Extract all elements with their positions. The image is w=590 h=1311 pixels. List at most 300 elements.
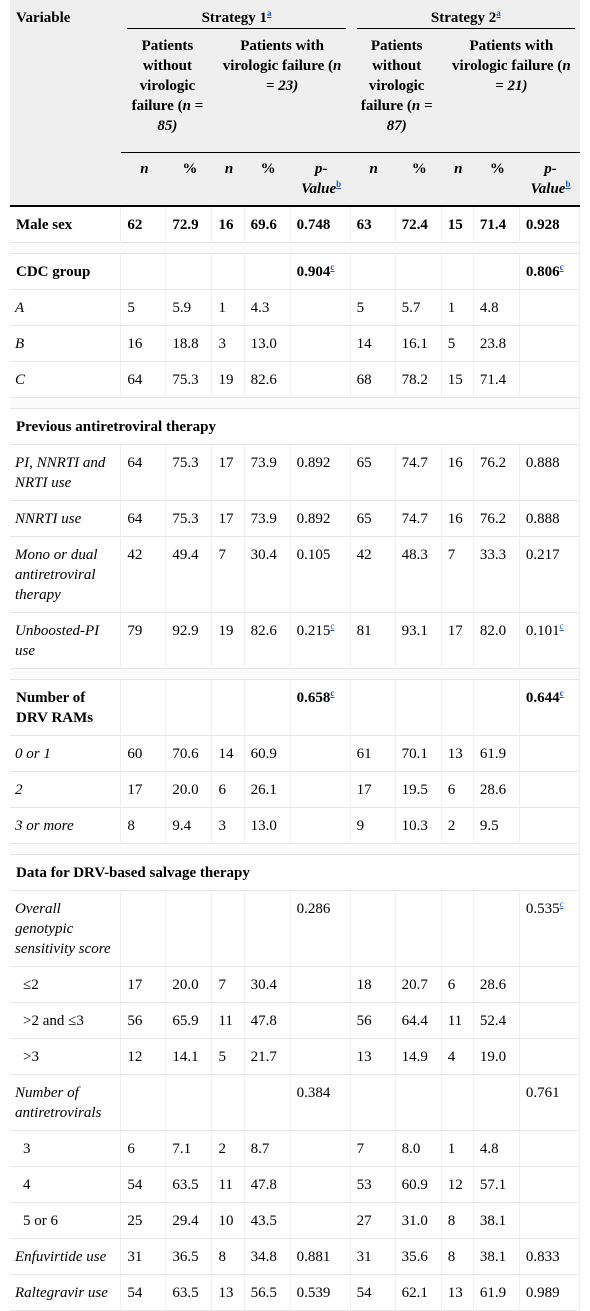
cell-s2-pv: 0.644$^c$ [520,680,580,736]
col-pct: % [396,153,442,207]
table-row [10,207,580,243]
cell-s2b-p: 82.0 [474,613,520,669]
table-row [10,362,580,398]
cell-s1a-p [166,891,212,967]
cell-s1b-n [212,254,244,290]
cell-s2-pv [520,1167,580,1203]
row-label: CDC group [10,254,121,290]
table-row [10,537,580,613]
cell-s1b-n: 17 [212,445,244,501]
cell-s2-pv [520,362,580,398]
row-label: 0 or 1 [10,736,121,772]
pvalue-footnote-link[interactable]: c [330,688,335,698]
cell-s1a-n [121,1075,166,1131]
cell-s1b-p: 56.5 [245,1275,291,1311]
cell-s2b-p: 38.1 [474,1239,520,1275]
cell-s2b-n [442,254,474,290]
cell-s2-pv [520,1039,580,1075]
cell-s2b-p: 61.9 [474,1275,520,1311]
cell-s2b-p [474,891,520,967]
col-pvalue: p-Value$^b$ [291,153,351,207]
cell-s1a-n: 64 [121,362,166,398]
cell-s1a-n: 25 [121,1203,166,1239]
s1-with-vf-header: Patients with virologic failure (n = 23) [212,30,350,153]
cell-s1b-n: 6 [212,772,244,808]
cell-s1a-p: 75.3 [166,362,212,398]
cell-s1a-p: 70.6 [166,736,212,772]
cell-s1b-n [212,891,244,967]
cell-s2a-p: 62.1 [396,1275,442,1311]
cell-s1a-p: 18.8 [166,326,212,362]
spacer-cell [10,669,580,680]
row-label: PI, NNRTI and NRTI use [10,445,121,501]
cell-s2a-n: 7 [351,1131,396,1167]
cell-s2a-n: 56 [351,1003,396,1039]
cell-s2-pv [520,290,580,326]
cell-s2a-n [351,1075,396,1131]
cell-s2b-p: 23.8 [474,326,520,362]
cell-s2a-p: 93.1 [396,613,442,669]
cell-s1-pv [291,736,351,772]
cell-s2a-p [396,891,442,967]
cell-s2-pv [520,736,580,772]
spacer-row [10,398,580,409]
cell-s2a-n: 42 [351,537,396,613]
cell-s2a-n: 54 [351,1275,396,1311]
cell-s1a-n: 42 [121,537,166,613]
cell-s2-pv: 0.989 [520,1275,580,1311]
cell-s2b-n: 13 [442,736,474,772]
cell-s2b-n: 8 [442,1203,474,1239]
cell-s2-pv: 0.761 [520,1075,580,1131]
cell-s1b-p [245,254,291,290]
cell-s2a-n: 14 [351,326,396,362]
cell-s1a-n: 31 [121,1239,166,1275]
cell-s1a-p: 9.4 [166,808,212,844]
cell-s1b-n: 14 [212,736,244,772]
cell-s2-pv [520,967,580,1003]
cell-s2b-p: 71.4 [474,362,520,398]
cell-s2a-n: 65 [351,445,396,501]
cell-s1-pv [291,808,351,844]
cell-s2b-n: 6 [442,967,474,1003]
col-n: n [351,153,396,207]
cell-s1b-p: 30.4 [245,967,291,1003]
cell-s1b-p: 73.9 [245,501,291,537]
cell-s2-pv: 0.217 [520,537,580,613]
table-row [10,772,580,808]
cell-s1b-n: 19 [212,362,244,398]
cell-s1b-p [245,1075,291,1131]
strategy1-note-link[interactable]: a [266,8,272,18]
cell-s2-pv: 0.806$^c$ [520,254,580,290]
cell-s2b-p: 28.6 [474,967,520,1003]
cell-s2b-n: 2 [442,808,474,844]
cell-s2a-p: 35.6 [396,1239,442,1275]
spacer-row [10,669,580,680]
cell-s2a-n: 5 [351,290,396,326]
cell-s1a-p: 75.3 [166,445,212,501]
cell-s1a-p: 7.1 [166,1131,212,1167]
cell-s2b-n: 11 [442,1003,474,1039]
cell-s2-pv: 0.928 [520,207,580,243]
col-n: n [442,153,474,207]
row-label: Raltegravir use [10,1275,121,1311]
table-row [10,1003,580,1039]
cell-s2a-p [396,254,442,290]
cell-s1-pv [291,326,351,362]
variable-header [10,0,121,207]
table-row [10,326,580,362]
cell-s1b-p: 47.8 [245,1003,291,1039]
cell-s2a-n: 65 [351,501,396,537]
cell-s2b-p: 4.8 [474,290,520,326]
cell-s1a-p: 63.5 [166,1275,212,1311]
row-label: 3 or more [10,808,121,844]
cell-s2a-n [351,891,396,967]
table-row [10,1203,580,1239]
pvalue-note-link[interactable]: b [336,179,342,189]
cell-s2b-p: 57.1 [474,1167,520,1203]
row-label: Number of DRV RAMs [10,680,121,736]
cell-s2-pv: 0.833 [520,1239,580,1275]
cell-s1a-n: 79 [121,613,166,669]
cell-s1a-p: 75.3 [166,501,212,537]
s1-without-vf-header: Patients without virologic failure (n = 85) [121,30,212,153]
cell-s2a-p: 16.1 [396,326,442,362]
spacer-cell [10,398,580,409]
cell-s1a-p: 65.9 [166,1003,212,1039]
cell-s1a-p: 92.9 [166,613,212,669]
cell-s1b-n: 5 [212,1039,244,1075]
cell-s2a-n: 13 [351,1039,396,1075]
row-label: >2 and ≤3 [10,1003,121,1039]
cell-s2a-n: 53 [351,1167,396,1203]
cell-s1-pv [291,967,351,1003]
cell-s1a-p [166,254,212,290]
cell-s1-pv [291,772,351,808]
cell-s1b-p: 47.8 [245,1167,291,1203]
row-label: 2 [10,772,121,808]
cell-s2a-p: 64.4 [396,1003,442,1039]
cell-s2b-n [442,1075,474,1131]
strategy2-header [351,0,580,30]
cell-s2b-n: 6 [442,772,474,808]
cell-s2b-n: 16 [442,445,474,501]
cell-s2a-n: 31 [351,1239,396,1275]
table-container [10,0,580,1311]
cell-s2-pv [520,1003,580,1039]
cell-s1a-p [166,680,212,736]
cell-s1b-p: 13.0 [245,808,291,844]
strategy1-label: Strategy 1 [201,10,267,26]
table-row [10,967,580,1003]
col-n: n [212,153,244,207]
cell-s2-pv: 0.888 [520,445,580,501]
cell-s2a-p [396,1075,442,1131]
cell-s2b-n: 12 [442,1167,474,1203]
cell-s1a-n: 6 [121,1131,166,1167]
cell-s2-pv [520,808,580,844]
s2-with-vf-header: Patients with virologic failure (n = 21) [442,30,580,153]
cell-s1b-p: 69.6 [245,207,291,243]
pvalue-footnote-link[interactable]: c [559,688,564,698]
table-row [10,808,580,844]
cell-s2a-n [351,254,396,290]
strategy2-label: Strategy 2 [430,10,497,26]
cell-s1-pv: 0.881 [291,1239,351,1275]
cell-s1b-n: 3 [212,808,244,844]
cell-s1b-n: 8 [212,1239,244,1275]
table-row [10,290,580,326]
table-body [10,207,580,1311]
cell-s2-pv: 0.888 [520,501,580,537]
cell-s2a-p: 14.9 [396,1039,442,1075]
section-row [10,409,580,445]
row-label: Mono or dual antiretroviral therapy [10,537,121,613]
cell-s2b-n: 5 [442,326,474,362]
cell-s1b-p: 73.9 [245,445,291,501]
cell-s2a-p: 48.3 [396,537,442,613]
cell-s2b-n: 1 [442,290,474,326]
table-header [10,0,580,207]
cell-s1-pv: 0.904$^c$ [291,254,351,290]
cell-s1a-n: 12 [121,1039,166,1075]
row-label: C [10,362,121,398]
cell-s2b-n: 1 [442,1131,474,1167]
row-label: Overall genotypic sensitivity score [10,891,121,967]
cell-s1a-p: 29.4 [166,1203,212,1239]
cell-s1-pv [291,1131,351,1167]
cell-s1a-n: 16 [121,326,166,362]
cell-s2-pv [520,772,580,808]
cell-s1a-n: 8 [121,808,166,844]
cell-s1b-p: 13.0 [245,326,291,362]
cell-s2a-p: 20.7 [396,967,442,1003]
cell-s2a-n: 18 [351,967,396,1003]
cell-s1b-n: 13 [212,1275,244,1311]
cell-s1-pv: 0.539 [291,1275,351,1311]
col-n: n [121,153,166,207]
section-row [10,855,580,891]
cell-s1-pv [291,1003,351,1039]
cell-s2a-p: 31.0 [396,1203,442,1239]
cell-s1b-p: 21.7 [245,1039,291,1075]
row-label: 3 [10,1131,121,1167]
cell-s2b-n [442,680,474,736]
cell-s1b-n: 11 [212,1003,244,1039]
cell-s2b-p: 9.5 [474,808,520,844]
col-pct: % [245,153,291,207]
cell-s2a-n: 61 [351,736,396,772]
cell-s1a-p: 5.9 [166,290,212,326]
cell-s1-pv [291,290,351,326]
row-label: Number of antiretrovirals [10,1075,121,1131]
cell-s2-pv: 0.535$^c$ [520,891,580,967]
cell-s1b-n: 16 [212,207,244,243]
cell-s1-pv: 0.658$^c$ [291,680,351,736]
cell-s1b-n: 11 [212,1167,244,1203]
pvalue-footnote-link[interactable]: c [330,262,335,272]
cell-s1-pv: 0.748 [291,207,351,243]
cell-s1a-n: 64 [121,445,166,501]
cell-s2b-p [474,254,520,290]
cell-s2a-p: 5.7 [396,290,442,326]
cell-s1a-n: 60 [121,736,166,772]
row-label: ≤2 [10,967,121,1003]
cell-s1b-n: 2 [212,1131,244,1167]
cell-s2a-p: 8.0 [396,1131,442,1167]
row-label: NNRTI use [10,501,121,537]
cell-s2a-n: 17 [351,772,396,808]
cell-s1a-p: 14.1 [166,1039,212,1075]
table-row [10,1039,580,1075]
cell-s2b-n: 17 [442,613,474,669]
cell-s1a-n: 17 [121,772,166,808]
cell-s1b-p: 43.5 [245,1203,291,1239]
cell-s2b-p: 33.3 [474,537,520,613]
cell-s1b-p [245,680,291,736]
pvalue-footnote-link[interactable]: c [559,899,564,909]
cell-s2b-n [442,891,474,967]
cell-s1a-p: 72.9 [166,207,212,243]
cell-s2b-p [474,1075,520,1131]
row-label: 4 [10,1167,121,1203]
spacer-row [10,243,580,254]
cell-s1a-p: 20.0 [166,772,212,808]
variable-header-label: Variable [16,10,71,26]
col-pct: % [166,153,212,207]
table-row [10,1075,580,1131]
pvalue-footnote-link[interactable]: c [330,621,335,631]
table-row [10,891,580,967]
cell-s1-pv: 0.215$^c$ [291,613,351,669]
table-row [10,1239,580,1275]
cell-s1a-n: 17 [121,967,166,1003]
cell-s2a-n: 27 [351,1203,396,1239]
col-pvalue: p-Value$^b$ [520,153,580,207]
table-row [10,501,580,537]
spacer-cell [10,243,580,254]
row-label: Previous antiretroviral therapy [10,409,580,445]
s2-without-vf-header: Patients without virologic failure (n = 87) [351,30,442,153]
cell-s2b-p: 19.0 [474,1039,520,1075]
cell-s1b-n: 10 [212,1203,244,1239]
cell-s1b-n [212,680,244,736]
cell-s1a-n [121,680,166,736]
row-label: Enfuvirtide use [10,1239,121,1275]
table-row [10,613,580,669]
cell-s1b-n: 19 [212,613,244,669]
cell-s2b-p: 28.6 [474,772,520,808]
cell-s2-pv [520,1131,580,1167]
cell-s1b-p [245,891,291,967]
cell-s1b-p: 82.6 [245,613,291,669]
cell-s1-pv: 0.892 [291,501,351,537]
cell-s2b-p: 38.1 [474,1203,520,1239]
cell-s1a-n: 54 [121,1275,166,1311]
cell-s1b-n: 7 [212,967,244,1003]
cell-s2a-p: 74.7 [396,501,442,537]
cell-s1b-n: 3 [212,326,244,362]
spacer-row [10,844,580,855]
cell-s2b-p: 4.8 [474,1131,520,1167]
cell-s2b-p: 52.4 [474,1003,520,1039]
cell-s1a-n [121,254,166,290]
cell-s1a-p: 49.4 [166,537,212,613]
cell-s1a-p: 20.0 [166,967,212,1003]
cell-s1b-n [212,1075,244,1131]
cell-s1a-n [121,891,166,967]
cell-s2-pv: 0.101$^c$ [520,613,580,669]
cell-s1b-p: 82.6 [245,362,291,398]
table-row [10,1275,580,1311]
cell-s2b-p: 76.2 [474,445,520,501]
strategy1-header [121,0,350,30]
cell-s1a-p [166,1075,212,1131]
col-pct: % [474,153,520,207]
cell-s1-pv [291,1203,351,1239]
cell-s2b-n: 7 [442,537,474,613]
row-label: B [10,326,121,362]
cell-s1-pv: 0.286 [291,891,351,967]
cell-s1b-p: 34.8 [245,1239,291,1275]
strategy2-note-link[interactable]: a [496,8,501,18]
cell-s2-pv [520,1203,580,1239]
cell-s2a-n: 63 [351,207,396,243]
cell-s1a-p: 63.5 [166,1167,212,1203]
cell-s1a-n: 62 [121,207,166,243]
cell-s1b-n: 1 [212,290,244,326]
cell-s1a-n: 56 [121,1003,166,1039]
cell-s2b-n: 15 [442,207,474,243]
cell-s2b-p: 61.9 [474,736,520,772]
cell-s2-pv [520,326,580,362]
table-row [10,1167,580,1203]
cell-s2a-p: 70.1 [396,736,442,772]
cell-s1b-p: 4.3 [245,290,291,326]
cell-s2a-p: 72.4 [396,207,442,243]
row-label: Data for DRV-based salvage therapy [10,855,580,891]
pvalue-footnote-link[interactable]: c [559,262,564,272]
spacer-cell [10,844,580,855]
cell-s2a-p: 78.2 [396,362,442,398]
row-label: Male sex [10,207,121,243]
cell-s2a-p: 60.9 [396,1167,442,1203]
cell-s2a-p: 19.5 [396,772,442,808]
cell-s2b-n: 8 [442,1239,474,1275]
cell-s1a-p: 36.5 [166,1239,212,1275]
pvalue-note-link[interactable]: b [565,179,571,189]
cell-s2a-n: 9 [351,808,396,844]
cell-s1b-p: 30.4 [245,537,291,613]
cell-s1-pv: 0.384 [291,1075,351,1131]
cell-s2a-p: 10.3 [396,808,442,844]
cell-s2a-n: 68 [351,362,396,398]
cell-s2b-n: 13 [442,1275,474,1311]
cell-s1b-p: 60.9 [245,736,291,772]
pvalue-footnote-link[interactable]: c [559,621,564,631]
cell-s1-pv [291,362,351,398]
row-label: A [10,290,121,326]
cell-s1a-n: 5 [121,290,166,326]
cell-s1b-n: 7 [212,537,244,613]
table-row [10,680,580,736]
cell-s2b-n: 15 [442,362,474,398]
cell-s2b-p [474,680,520,736]
row-label: >3 [10,1039,121,1075]
cell-s1-pv: 0.105 [291,537,351,613]
